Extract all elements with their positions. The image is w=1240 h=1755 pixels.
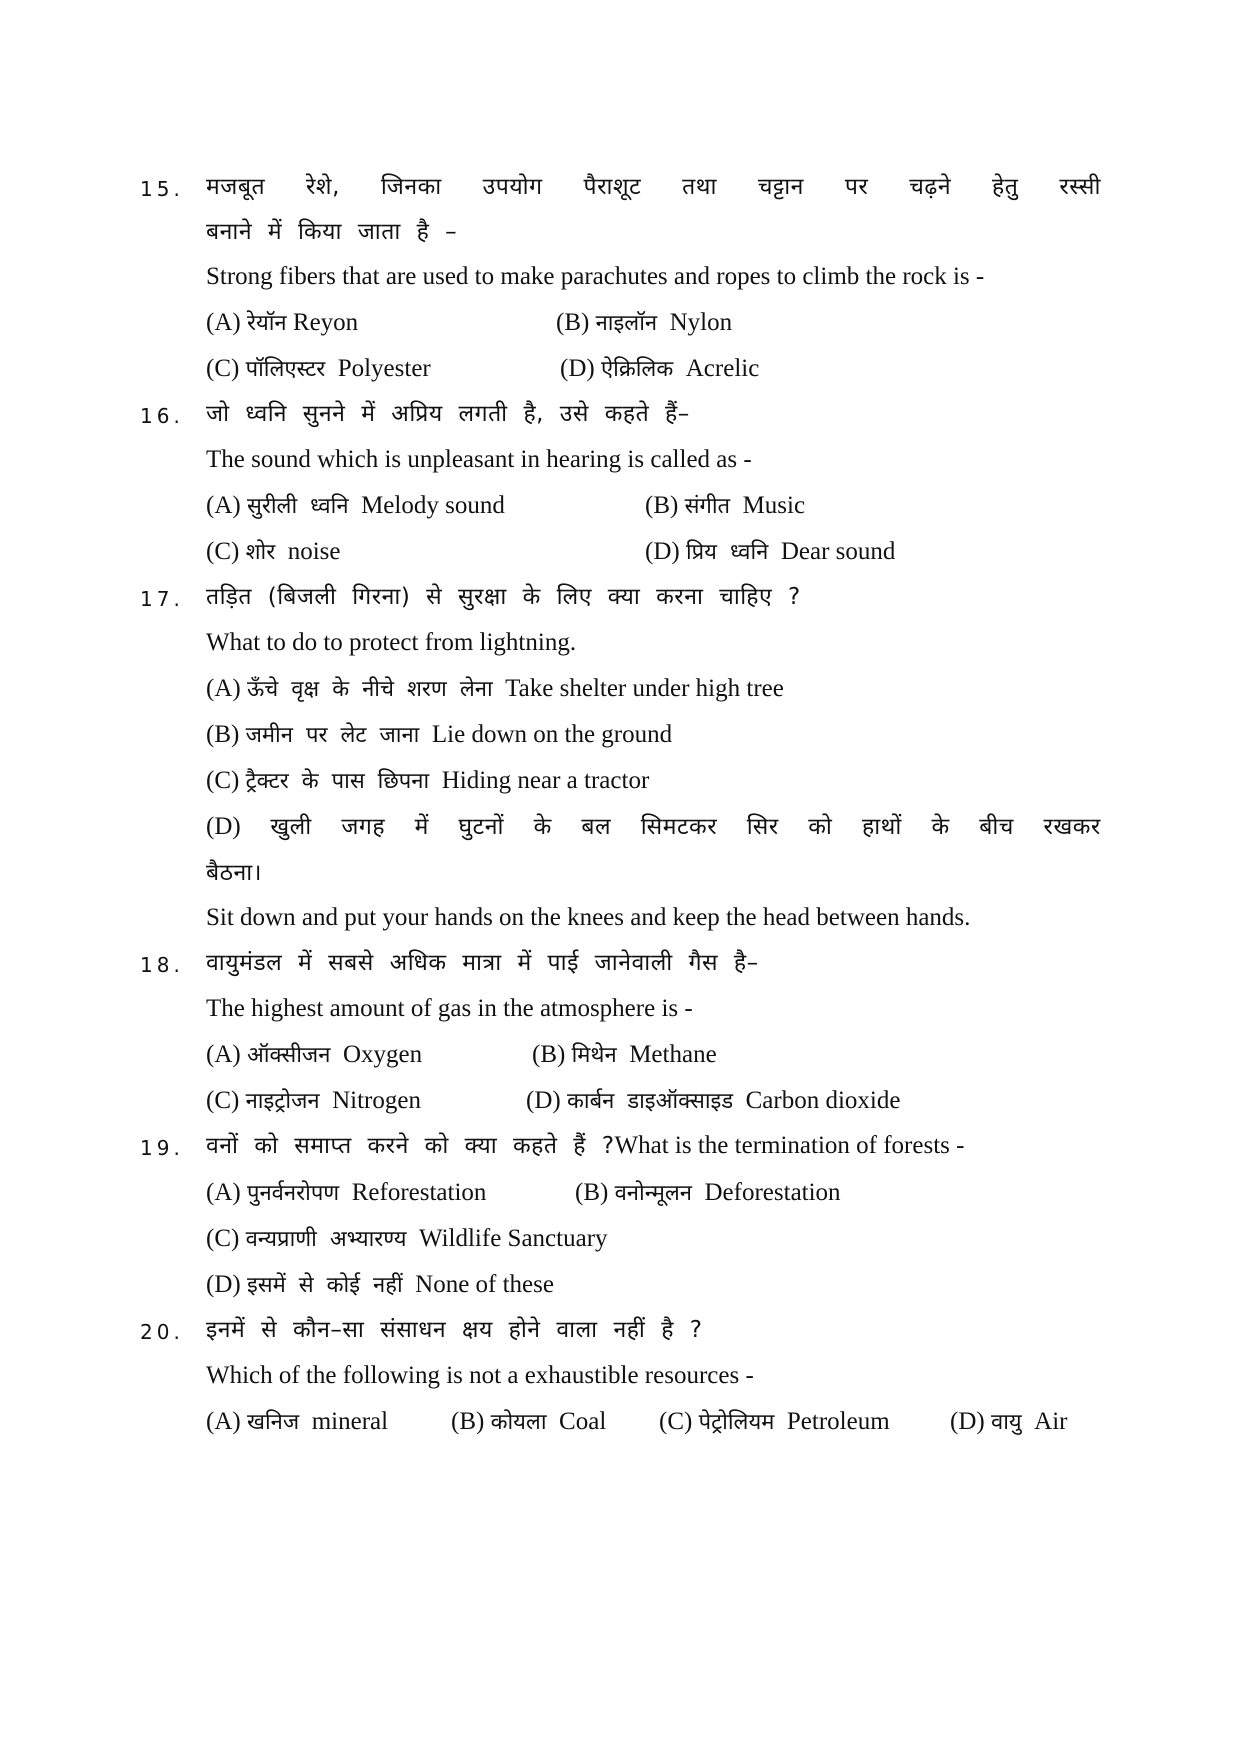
option-a: (A) रेयॉन Reyon: [206, 309, 359, 336]
word: रेशे,: [306, 174, 340, 200]
word: चट्टान: [757, 174, 804, 200]
question-text: [206, 1131, 964, 1161]
word: हाथों: [862, 814, 902, 840]
word: बल: [581, 814, 612, 840]
option-b: (B) संगीत Music: [645, 492, 806, 519]
option-a: (A) पुनर्वनरोपण Reforestation: [206, 1179, 487, 1206]
option-d: (D) वायु Air: [950, 1408, 1068, 1435]
question-number: 19.: [140, 1136, 184, 1160]
question-english: Which of the following is not a exhaustible resources -: [206, 1362, 754, 1389]
option-a: (A) खनिज mineral: [206, 1408, 389, 1435]
word: घुटनों: [458, 814, 504, 840]
question-english: The highest amount of gas in the atmosphere is -: [206, 995, 693, 1022]
option-b: (B) वनोन्मूलन Deforestation: [575, 1179, 841, 1206]
option-c: (C) ट्रैक्टर के पास छिपना Hiding near a tractor: [206, 767, 650, 794]
question-number: 20.: [140, 1320, 184, 1344]
word: हेतु: [992, 174, 1019, 200]
question-number: 15.: [140, 177, 184, 201]
option-c: (C) शोर noise: [206, 538, 341, 565]
question-english: The sound which is unpleasant in hearing is called as -: [206, 446, 752, 473]
question-number: 17.: [140, 587, 184, 611]
question-english: What is the termination of forests -: [614, 1132, 965, 1159]
word: के: [931, 814, 950, 840]
option-d: (D) ऐक्रिलिक Acrelic: [560, 355, 760, 382]
question-hindi: वनों को समाप्त करने को क्या कहते हैं ?: [206, 1133, 615, 1159]
option-d-english: Sit down and put your hands on the knees and keep the head between hands.: [206, 904, 971, 931]
word: जगह: [341, 814, 386, 840]
option-d: (D) प्रिय ध्वनि Dear sound: [645, 538, 896, 565]
option-a: (A) सुरीली ध्वनि Melody sound: [206, 492, 505, 519]
word: सिर: [746, 814, 779, 840]
word: जिनका: [380, 174, 442, 200]
question-hindi: जो ध्वनि सुनने में अप्रिय लगती है, उसे कहते हैं–: [206, 401, 690, 427]
word: को: [808, 814, 833, 840]
question-hindi-line1: [206, 172, 1101, 202]
option-b: (B) नाइलॉन Nylon: [556, 309, 733, 336]
question-hindi: तड़ित (बिजली गिरना) से सुरक्षा के लिए क्या करना चाहिए ?: [206, 584, 801, 610]
word: सिमटकर: [640, 814, 718, 840]
word: रस्सी: [1059, 174, 1101, 200]
option-b: (B) कोयला Coal: [451, 1408, 607, 1435]
question-hindi: इनमें से कौन–सा संसाधन क्षय होने वाला नहीं है ?: [206, 1317, 703, 1343]
word: उपयोग: [482, 174, 543, 200]
question-hindi: वायुमंडल में सबसे अधिक मात्रा में पाई जानेवाली गैस है–: [206, 950, 759, 976]
question-number: 18.: [140, 953, 184, 977]
word: के: [533, 814, 552, 840]
word: मजबूत: [206, 174, 266, 200]
question-english: Strong fibers that are used to make parachutes and ropes to climb the rock is -: [206, 263, 985, 290]
option-a: (A) ऑक्सीजन Oxygen: [206, 1041, 423, 1068]
option-d: [206, 812, 1101, 842]
question-number: 16.: [140, 404, 184, 428]
word: खुली: [270, 814, 312, 840]
option-c: (C) नाइट्रोजन Nitrogen: [206, 1087, 421, 1114]
option-c: (C) वन्यप्राणी अभ्यारण्य Wildlife Sanctuary: [206, 1225, 608, 1252]
option-d-hindi-line2: बैठना।: [206, 860, 262, 886]
option-c: (C) पॉलिएस्टर Polyester: [206, 355, 431, 382]
option-b: (B) मिथेन Methane: [532, 1041, 717, 1068]
word: चढ़ने: [909, 174, 952, 200]
option-d: (D) इसमें से कोई नहीं None of these: [206, 1271, 554, 1298]
word: तथा: [682, 174, 717, 200]
word: पैराशूट: [583, 174, 642, 200]
question-english: What to do to protect from lightning.: [206, 629, 577, 656]
word: पर: [844, 174, 869, 200]
option-label: (D): [206, 813, 241, 840]
option-a: (A) ऊँचे वृक्ष के नीचे शरण लेना Take shelter under high tree: [206, 675, 784, 702]
option-b: (B) जमीन पर लेट जाना Lie down on the ground: [206, 721, 673, 748]
word: रखकर: [1043, 814, 1101, 840]
option-d: (D) कार्बन डाइऑक्साइड Carbon dioxide: [526, 1087, 901, 1114]
word: बीच: [979, 814, 1014, 840]
option-c: (C) पेट्रोलियम Petroleum: [659, 1408, 890, 1435]
word: में: [414, 814, 429, 840]
question-hindi-line2: बनाने में किया जाता है –: [206, 219, 458, 245]
